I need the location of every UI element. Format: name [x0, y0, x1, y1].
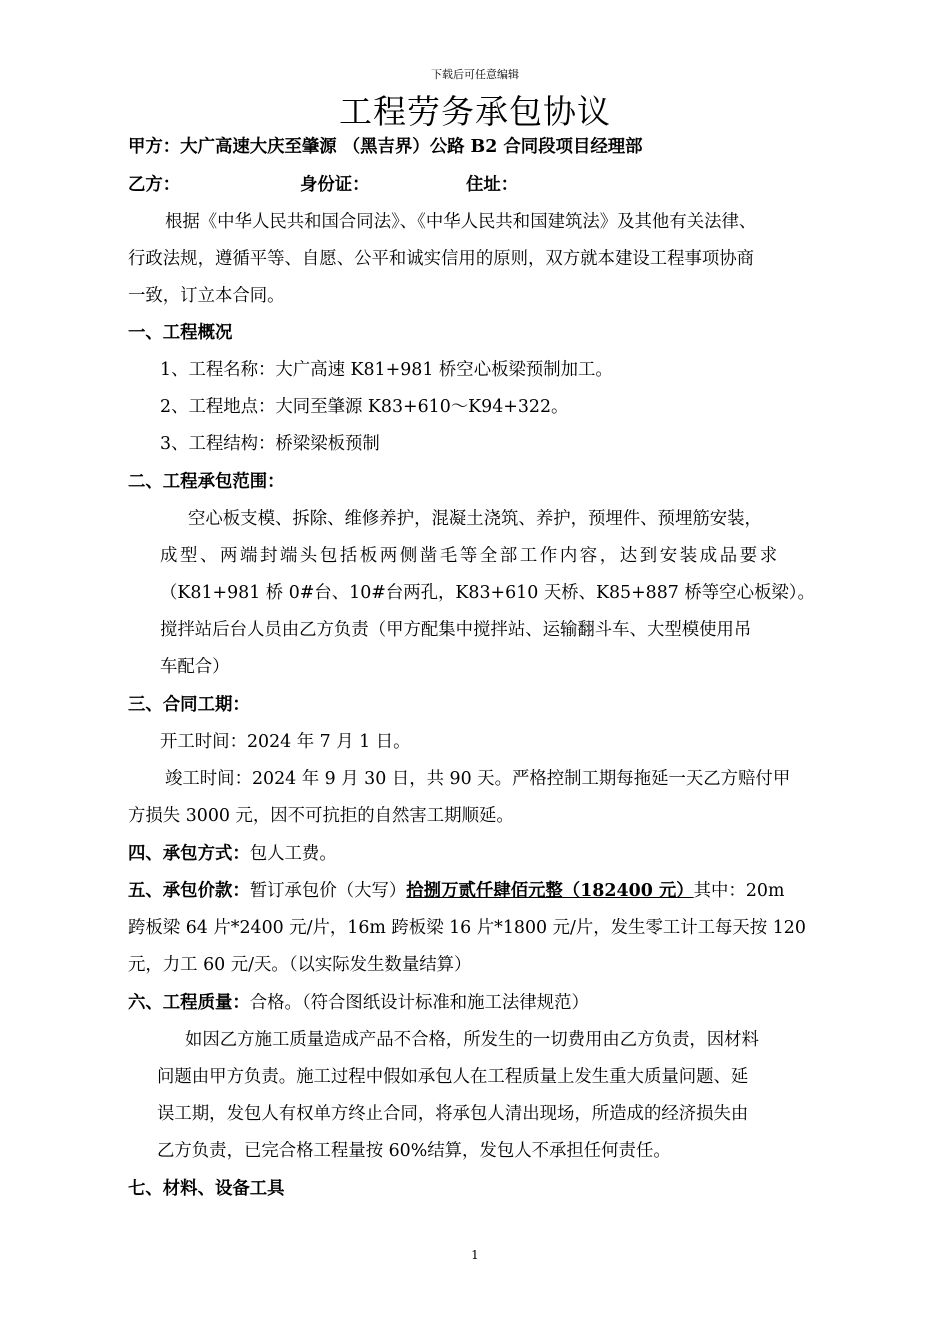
section-5-line: [128, 881, 784, 902]
section-2-line: 车配合）: [160, 657, 230, 677]
end-date-line: 方损失 3000 元，因不可抗拒的自然害工期顺延。: [128, 806, 514, 826]
section-5-detail: 跨板梁 64 片*2400 元/片，16m 跨板梁 16 片*1800 元/片，发生零工计工每天按 120: [128, 918, 806, 938]
intro-line: 行政法规，遵循平等、自愿、公平和诚实信用的原则，双方就本建设工程事项协商: [128, 249, 755, 269]
section-5-detail: 元，力工 60 元/天。（以实际发生数量结算）: [128, 955, 472, 975]
section-2-line: （K81+981 桥 0#台、10#台两孔，K83+610 天桥、K85+887 桥等空心板梁）。: [160, 583, 815, 603]
section-6-heading: 六、工程质量：: [128, 993, 250, 1013]
section-1-item: 3、工程结构：桥梁梁板预制: [160, 434, 380, 454]
section-4-text: 包人工费。: [249, 844, 337, 864]
section-7-heading: 七、材料、设备工具: [128, 1179, 285, 1199]
section-6-detail: 如因乙方施工质量造成产品不合格，所发生的一切费用由乙方负责，因材料: [185, 1030, 759, 1050]
section-5-heading: 五、承包价款：: [128, 881, 250, 901]
section-1-heading: 一、工程概况: [128, 323, 233, 343]
intro-line: 根据《中华人民共和国合同法》、《中华人民共和国建筑法》及其他有关法律、: [165, 212, 757, 232]
party-b-id-label: 身份证：: [300, 175, 370, 195]
section-4-line: [128, 844, 337, 865]
section-6-line: [128, 993, 589, 1014]
start-date-line: 开工时间：2024 年 7 月 1 日。: [160, 732, 411, 752]
section-3-heading: 三、合同工期：: [128, 695, 250, 715]
party-b-label: 乙方：: [128, 175, 181, 195]
end-date-line: 竣工时间：2024 年 9 月 30 日，共 90 天。严格控制工期每拖延一天乙方赔付甲: [165, 769, 791, 789]
section-6-detail: 问题由甲方负责。施工过程中假如承包人在工程质量上发生重大质量问题、延: [157, 1067, 749, 1087]
section-5-post: 其中：20m: [693, 881, 785, 901]
section-2-line: 搅拌站后台人员由乙方负责（甲方配集中搅拌站、运输翻斗车、大型模使用吊: [160, 620, 752, 640]
document-title: 工程劳务承包协议: [339, 92, 611, 131]
header-note: 下载后可任意编辑: [431, 68, 519, 81]
contract-amount: 拾捌万贰仟肆佰元整（182400 元）: [406, 881, 694, 901]
section-4-heading: 四、承包方式：: [128, 844, 250, 864]
section-1-item: 1、工程名称：大广高速 K81+981 桥空心板梁预制加工。: [160, 360, 613, 380]
section-6-detail: 乙方负责，已完合格工程量按 60%结算，发包人不承担任何责任。: [157, 1141, 671, 1161]
section-2-heading: 二、工程承包范围：: [128, 472, 285, 492]
section-1-item: 2、工程地点：大同至肇源 K83+610～K94+322。: [160, 397, 569, 417]
party-a-line: 甲方：大广高速大庆至肇源 （黑吉界）公路 B2 合同段项目经理部: [128, 137, 643, 157]
section-2-line: 空心板支模、拆除、维修养护，混凝土浇筑、养护，预埋件、预埋筋安装，: [188, 509, 762, 529]
page-number: 1: [471, 1248, 479, 1262]
section-5-pre: 暂订承包价（大写）: [249, 881, 407, 901]
section-2-line: 成型、两端封端头包括板两侧凿毛等全部工作内容，达到安装成品要求: [160, 546, 780, 566]
party-b-address-label: 住址：: [466, 175, 519, 195]
section-6-text: 合格。（符合图纸设计标准和施工法律规范）: [249, 993, 589, 1013]
intro-line: 一致，订立本合同。: [128, 286, 285, 306]
section-6-detail: 误工期，发包人有权单方终止合同，将承包人清出现场，所造成的经济损失由: [157, 1104, 749, 1124]
